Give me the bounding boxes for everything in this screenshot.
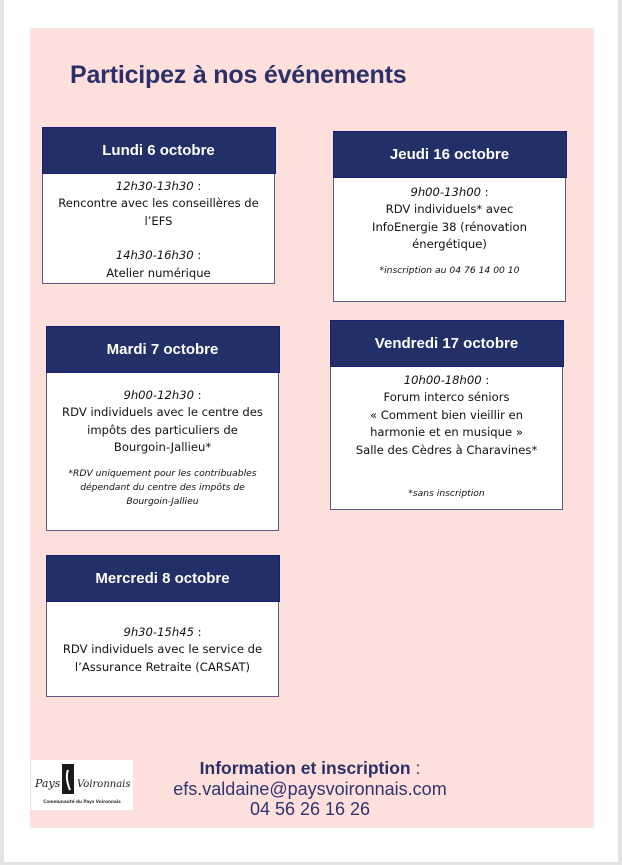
event-body: 9h00-13h00 : RDV individuels* avec InfoEnergie 38 (rénovation énergétique) *inscription au 04 76 14 00 10 [334, 178, 565, 278]
event-time: 9h30-15h45 [123, 624, 194, 639]
event-date-header: Mardi 7 octobre [46, 326, 280, 373]
event-description: RDV individuels avec le centre des [62, 405, 263, 419]
event-description: l’EFS [144, 213, 173, 228]
event-time: 9h00-12h30 [123, 387, 194, 402]
contact-phone: 04 56 26 16 26 [249, 799, 371, 819]
event-note: *RDV uniquement pour les contribuables [68, 467, 257, 479]
event-date-header: Mercredi 8 octobre [46, 555, 280, 602]
event-description: harmonie et en musique » [370, 425, 523, 439]
event-description: InfoEnergie 38 (rénovation [372, 219, 527, 234]
event-card-vendredi [330, 320, 563, 510]
event-description: impôts des particuliers de [87, 422, 238, 437]
event-date-header: Lundi 6 octobre [42, 127, 276, 174]
contact-heading: Information et inscription : [199, 758, 421, 778]
event-description: Atelier numérique [106, 265, 211, 280]
event-date-header: Vendredi 17 octobre [330, 320, 564, 367]
event-card-mardi [46, 326, 279, 531]
event-card-lundi [42, 127, 275, 284]
event-time: 9h00-13h00 [410, 184, 481, 199]
event-description: l’Assurance Retraite (CARSAT) [74, 659, 251, 674]
event-body: 12h30-13h30 : Rencontre avec les conseillères de l’EFS 14h30-16h30 : Atelier numérique [43, 174, 274, 283]
svg-text:Voironnais: Voironnais [77, 779, 131, 790]
logo-graphic [31, 760, 133, 810]
event-description: RDV individuels avec le service de [62, 642, 263, 656]
event-date-header: Jeudi 16 octobre [333, 131, 567, 178]
event-time: 10h00-18h00 [403, 372, 482, 387]
event-time: 14h30-16h30 [115, 248, 194, 262]
event-body: 9h00-12h30 : RDV individuels avec le centre des impôts des particuliers de Bourgoin-Jallieu* *RDV uniquement pour les contribuables dépendant du centre des impôts de Bourgoin-Jallieu [47, 373, 278, 509]
event-description: Forum interco séniors [383, 390, 510, 404]
pays-voironnais-logo [31, 760, 133, 810]
contact-block [130, 758, 490, 819]
svg-text:Communauté du Pays Voironnais: Communauté du Pays Voironnais [43, 799, 121, 804]
event-description: énergétique) [412, 237, 487, 251]
event-card-jeudi [333, 131, 566, 302]
event-description: Bourgoin-Jallieu* [113, 440, 212, 454]
event-time: 12h30-13h30 [115, 178, 194, 193]
event-body: 10h00-18h00 : Forum interco séniors « Comment bien vieillir en harmonie et en musique » Salle des Cèdres à Charavines* *sans inscription [331, 367, 562, 502]
event-description: Salle des Cèdres à Charavines* [355, 442, 538, 457]
event-body: 9h30-15h45 : RDV individuels avec le service de l’Assurance Retraite (CARSAT) [47, 602, 278, 677]
event-note: *inscription au 04 76 14 00 10 [379, 264, 520, 276]
event-description: Rencontre avec les conseillères de [58, 196, 259, 210]
page-title: Participez à nos événements [70, 61, 407, 89]
event-note: dépendant du centre des impôts de [80, 481, 245, 493]
event-description: « Comment bien vieillir en [369, 407, 524, 422]
page-frame-left [0, 0, 4, 865]
page-frame-right [618, 0, 622, 865]
event-card-mercredi [46, 555, 279, 697]
svg-text:Pays: Pays [35, 777, 61, 790]
contact-email[interactable]: efs.valdaine@paysvoironnais.com [173, 779, 447, 799]
event-note: Bourgoin-Jallieu [126, 495, 199, 507]
event-description: RDV individuels* avec [385, 202, 514, 216]
event-note: *sans inscription [408, 488, 485, 499]
